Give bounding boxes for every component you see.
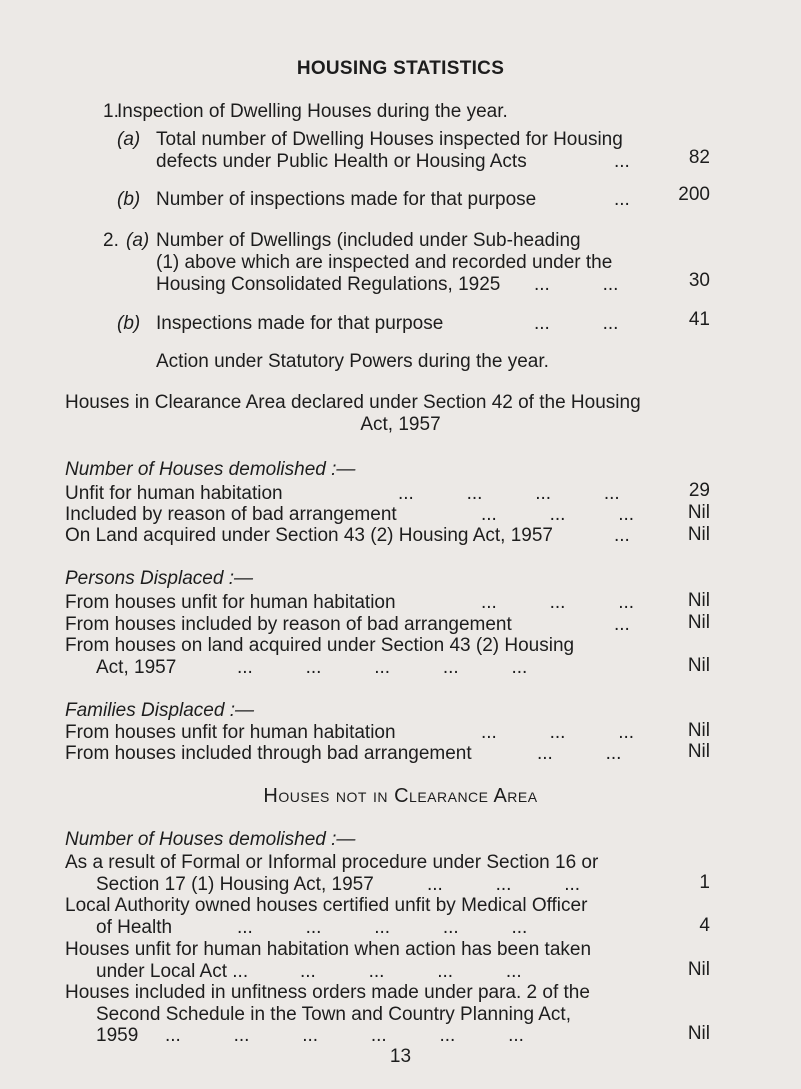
persons-row-1-dots: ... ... ...	[481, 592, 635, 613]
section-2b-value: 41	[688, 309, 710, 330]
persons-row-4-value: Nil	[687, 655, 710, 676]
not-clearance-row-5: Houses unfit for human habitation when action has been taken	[65, 939, 592, 960]
demolished-row-3: On Land acquired under Section 43 (2) Housing Act, 1957	[65, 525, 553, 546]
demolished-row-3-value: Nil	[687, 524, 710, 545]
not-clearance-row-6-value: Nil	[687, 959, 710, 980]
demolished-row-1-dots: ... ... ... ...	[398, 483, 620, 504]
families-row-2-dots: ... ...	[537, 743, 622, 764]
section-2a-dots: ... ...	[534, 274, 619, 295]
not-clearance-row-8: Second Schedule in the Town and Country Planning Act,	[96, 1004, 571, 1025]
not-clearance-row-9-dots: ... ... ... ... ... ...	[165, 1025, 524, 1046]
not-clearance-row-4-dots: ... ... ... ... ...	[237, 917, 528, 938]
section-1a-value: 82	[688, 147, 710, 168]
not-clearance-row-4-value: 4	[699, 915, 710, 936]
families-row-1-dots: ... ... ...	[481, 722, 635, 743]
persons-row-4: Act, 1957	[96, 657, 177, 678]
not-clearance-row-2: Section 17 (1) Housing Act, 1957	[96, 874, 374, 895]
not-clearance-row-4: of Health	[96, 917, 173, 938]
section-1a-label: (a)	[117, 129, 141, 150]
section-2a-label: (a)	[126, 230, 150, 251]
clearance-heading-line2: Act, 1957	[360, 414, 441, 435]
demolished-row-2-value: Nil	[687, 502, 710, 523]
section-2a-line1: Number of Dwellings (included under Sub-heading	[156, 230, 581, 251]
section-1a-line2: defects under Public Health or Housing Acts	[156, 151, 527, 172]
section-1b-label: (b)	[117, 189, 141, 210]
section-1b-value: 200	[678, 184, 710, 205]
persons-row-2: From houses included by reason of bad arrangement	[65, 614, 512, 635]
section-2a-line2: (1) above which are inspected and recorded under the	[156, 252, 613, 273]
page-number: 13	[389, 1046, 412, 1067]
not-clearance-row-7: Houses included in unfitness orders made under para. 2 of the	[65, 982, 590, 1003]
section-1b-dots: ...	[614, 189, 630, 210]
page-title: HOUSING STATISTICS	[296, 58, 505, 79]
not-clearance-row-6: under Local Act ...	[96, 961, 249, 982]
families-row-2-value: Nil	[687, 741, 710, 762]
persons-row-2-dots: ...	[614, 614, 630, 635]
not-clearance-heading: Houses not in Clearance Area	[263, 785, 538, 807]
section-2-number: 2.	[103, 230, 119, 251]
not-clearance-row-9-value: Nil	[687, 1023, 710, 1044]
not-clearance-row-1: As a result of Formal or Informal procedure under Section 16 or	[65, 852, 599, 873]
not-clearance-row-9: 1959	[96, 1025, 139, 1046]
section-2b-line1: Inspections made for that purpose	[156, 313, 444, 334]
persons-row-2-value: Nil	[687, 612, 710, 633]
families-row-1: From houses unfit for human habitation	[65, 722, 396, 743]
section-1a-line1: Total number of Dwelling Houses inspected for Housing	[156, 129, 623, 150]
clearance-heading-line1: Houses in Clearance Area declared under Section 42 of the Housing	[65, 392, 641, 413]
demolished-row-1: Unfit for human habitation	[65, 483, 283, 504]
persons-row-1-value: Nil	[687, 590, 710, 611]
demolished-row-3-dots: ...	[614, 525, 630, 546]
action-heading: Action under Statutory Powers during the year.	[156, 351, 549, 372]
not-clearance-title: Number of Houses demolished :—	[65, 829, 356, 850]
persons-title: Persons Displaced :—	[65, 568, 253, 589]
section-1-heading: Inspection of Dwelling Houses during the year.	[117, 101, 508, 122]
not-clearance-row-2-value: 1	[699, 872, 710, 893]
section-2b-label: (b)	[117, 313, 141, 334]
section-2b-dots: ... ...	[534, 313, 619, 334]
families-title: Families Displaced :—	[65, 700, 254, 721]
demolished-title: Number of Houses demolished :—	[65, 459, 356, 480]
persons-row-3: From houses on land acquired under Section 43 (2) Housing	[65, 635, 575, 656]
families-row-2: From houses included through bad arrangement	[65, 743, 472, 764]
not-clearance-row-3: Local Authority owned houses certified unfit by Medical Officer	[65, 895, 588, 916]
section-1-number: 1.	[103, 101, 119, 122]
demolished-row-1-value: 29	[688, 480, 710, 501]
section-1a-dots: ...	[614, 151, 630, 172]
persons-row-4-dots: ... ... ... ... ...	[237, 657, 528, 678]
not-clearance-row-6-dots: ... ... ... ...	[300, 961, 522, 982]
section-1b-line1: Number of inspections made for that purpose	[156, 189, 537, 210]
demolished-row-2: Included by reason of bad arrangement	[65, 504, 397, 525]
persons-row-1: From houses unfit for human habitation	[65, 592, 396, 613]
demolished-row-2-dots: ... ... ...	[481, 504, 635, 525]
section-2a-line3: Housing Consolidated Regulations, 1925	[156, 274, 501, 295]
families-row-1-value: Nil	[687, 720, 710, 741]
not-clearance-row-2-dots: ... ... ...	[427, 874, 581, 895]
section-2a-value: 30	[688, 270, 710, 291]
